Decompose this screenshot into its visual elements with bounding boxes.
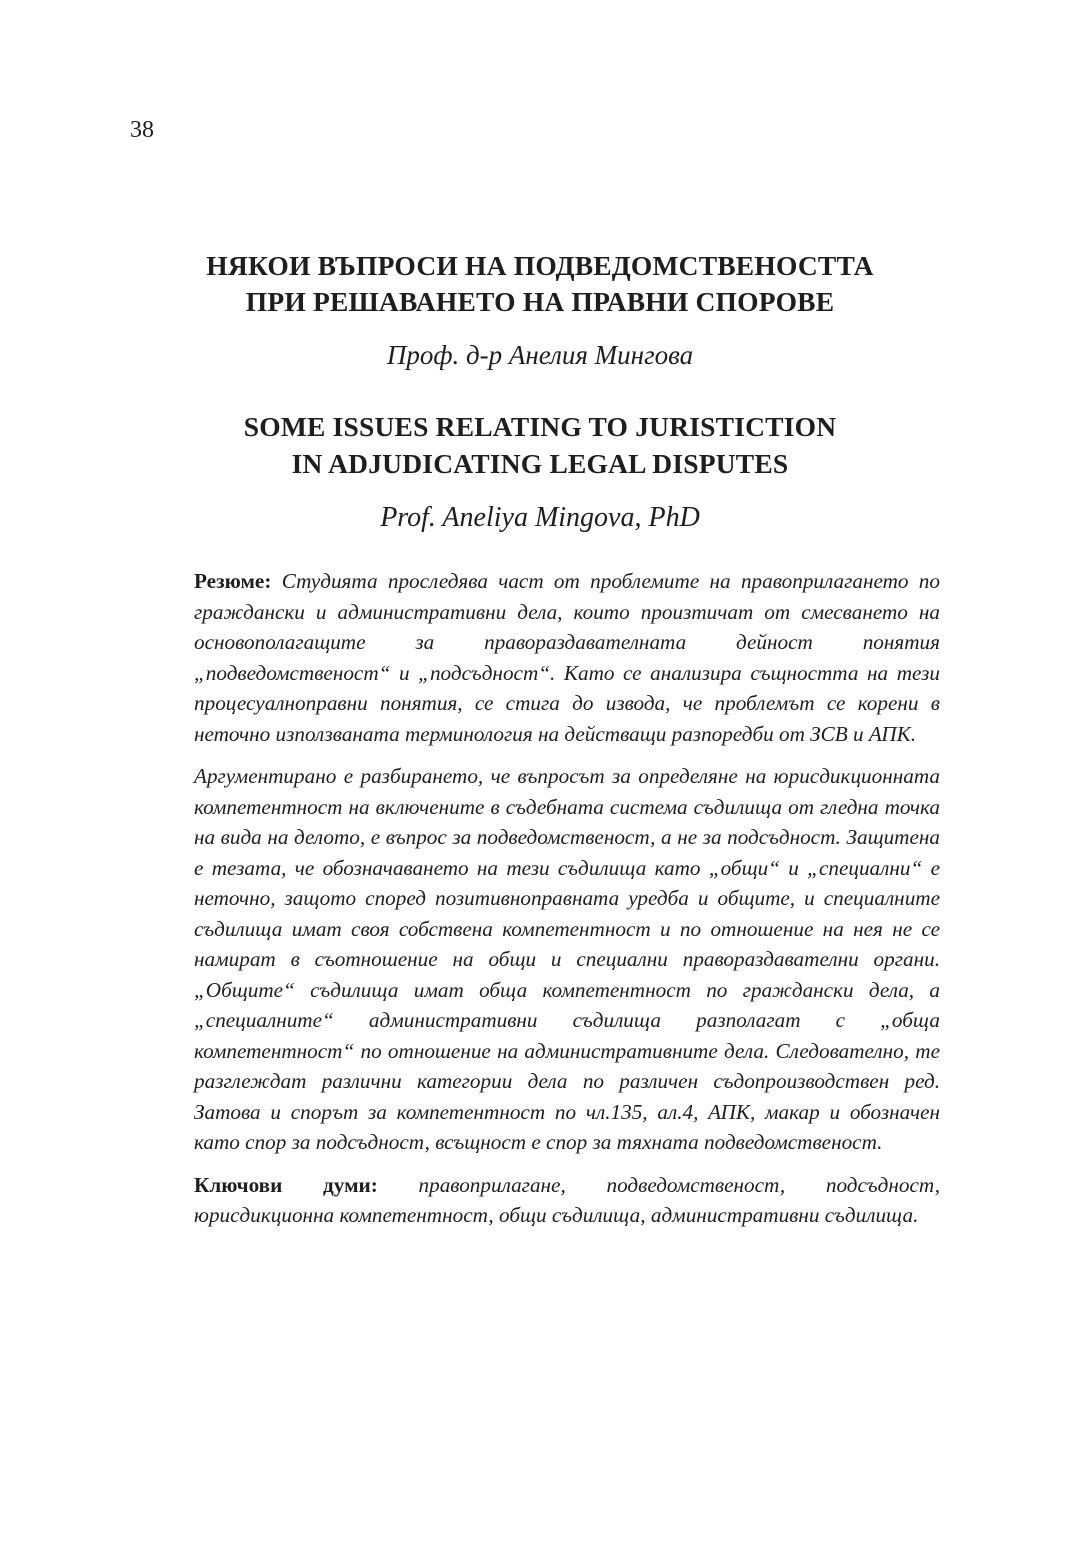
article-title-bulgarian bbox=[0, 248, 1080, 320]
abstract-text-1: Студията проследява част от проблемите на правоприлагането по граждански и административни дела, които произтичат от смесването на основополагащите за правораздавателната дейност понятия „подведомственост“ и „подсъдност“. Като се анализира същността на тези процесуалноправни понятия, се стига до извода, че проблемът се корени в неточно използваната терминология на действащи разпоредби от ЗСВ и АПК. bbox=[194, 569, 940, 746]
title-en-line-2: IN ADJUDICATING LEGAL DISPUTES bbox=[291, 448, 789, 479]
title-bg-line-1: НЯКОИ ВЪПРОСИ НА ПОДВЕДОМСТВЕНОСТТА bbox=[206, 250, 874, 281]
author-english: Prof. Aneliya Mingova, PhD bbox=[380, 502, 700, 533]
abstract-section bbox=[194, 566, 940, 1243]
keywords-text: правоприлагане, подведомственост, подсъдност, юрисдикционна компетентност, общи съдилища, административни съдилища. bbox=[194, 1172, 940, 1227]
keywords-paragraph bbox=[194, 1170, 940, 1231]
article-title-english bbox=[0, 408, 1080, 482]
abstract-paragraph-1 bbox=[194, 566, 940, 749]
author-bulgarian: Проф. д-р Анелия Мингова bbox=[386, 340, 694, 370]
title-bg-line-2: ПРИ РЕШАВАНЕТО НА ПРАВНИ СПОРОВЕ bbox=[245, 286, 835, 317]
abstract-label: Резюме: bbox=[194, 569, 272, 593]
keywords-label: Ключови думи: bbox=[194, 1172, 378, 1197]
abstract-paragraph-2: Аргументирано е разбирането, че въпросът за определяне на юрисдикционната компетентност на включените в съдебната система съдилища от гледна точка на вида на делото, е въпрос за подведомственост, а не за подсъдност. Защитена е тезата, че обозначаването на тези съдилища като „общи“ и „специални“ е неточно, защото според позитивноправната уредба и общите, и специалните съдилища имат своя собствена компетентност и по отношение на нея не се намират в съотношение на общи и специални правораздавателни органи. „Общите“ съдилища имат обща компетентност по граждански дела, а „специалните“ административни съдилища разполагат с „обща компетентност“ по отношение на административните дела. Следователно, те разглеждат различни категории дела по различен съдопроизводствен ред. Затова и спорът за компетентност по чл.135, ал.4, АПК, макар и обозначен като спор за подсъдност, всъщност е спор за тяхната подведомственост. bbox=[194, 764, 940, 1154]
page-number: 38 bbox=[130, 117, 154, 143]
title-en-line-1: SOME ISSUES RELATING TO JURISTICTION bbox=[243, 411, 837, 442]
